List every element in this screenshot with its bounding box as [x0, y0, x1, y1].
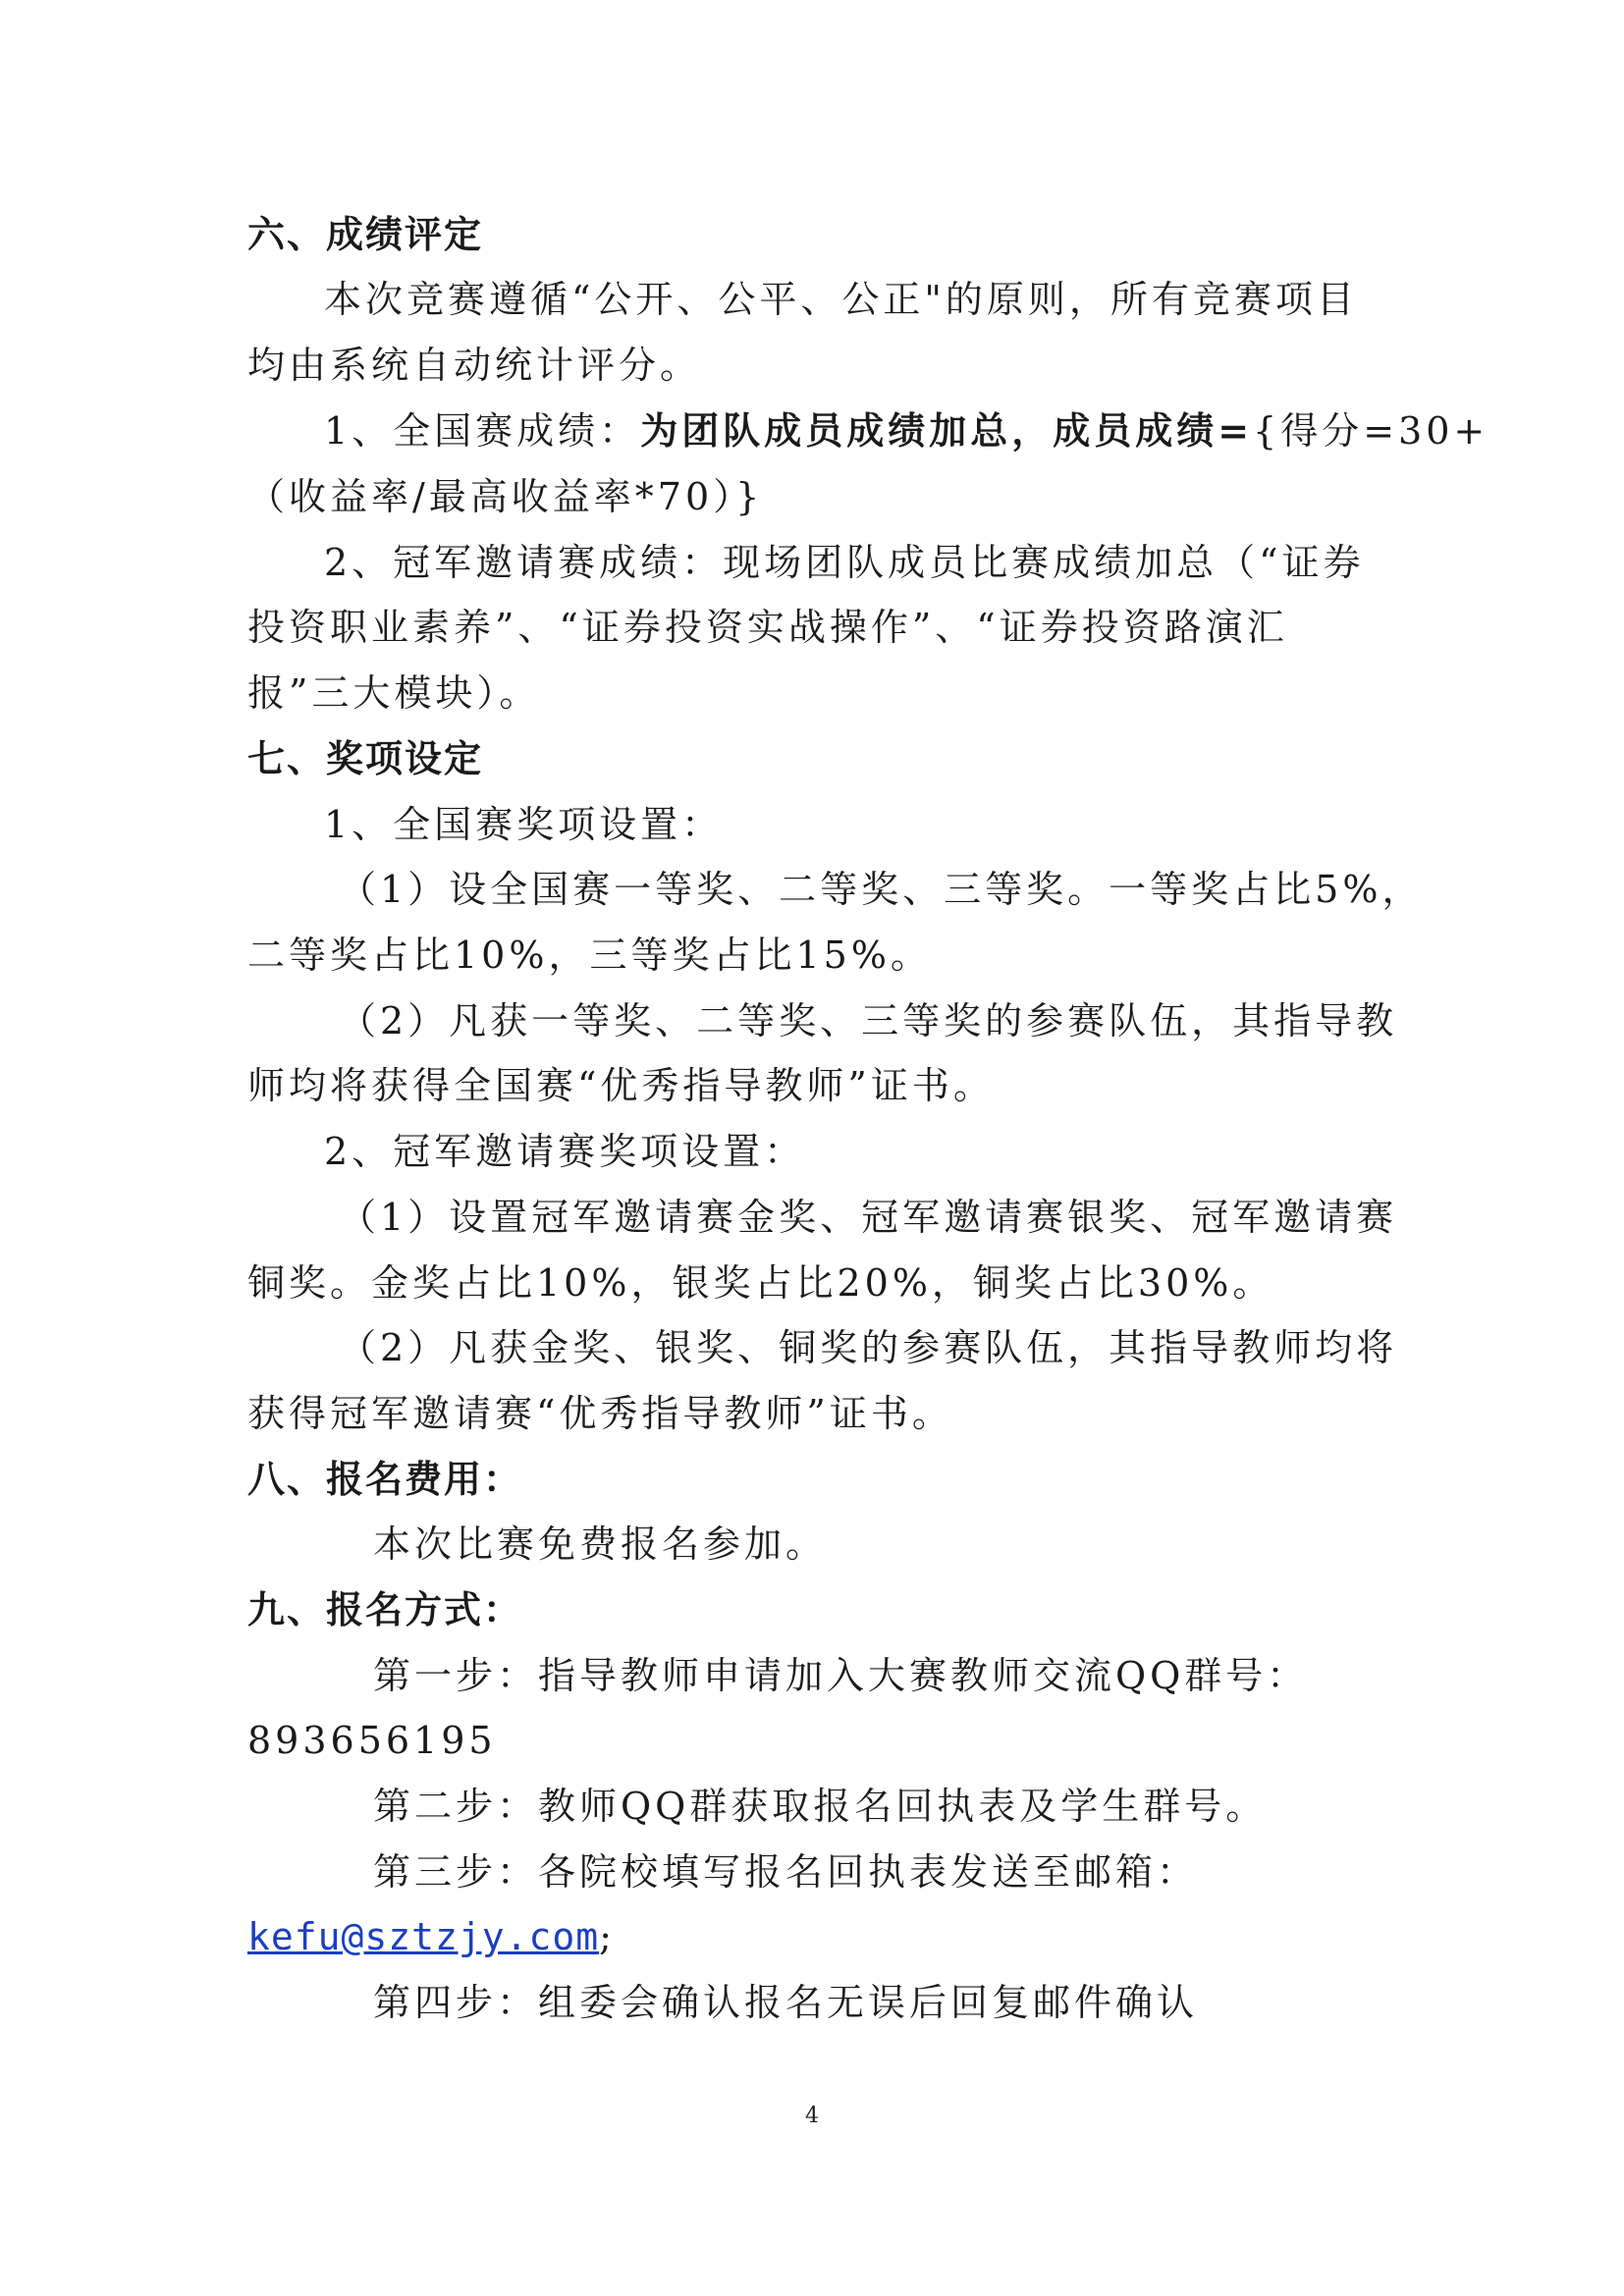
section-7-sub-1-p1-line-2: 二等奖占比10%，三等奖占比15%。: [247, 934, 932, 977]
section-7-sub-1-p2-line-1: （2）凡获一等奖、二等奖、三等奖的参赛队伍，其指导教: [339, 999, 1398, 1042]
section-6-item-2-line-3: 报”三大模块）。: [247, 671, 541, 715]
section-8-heading: 八、报名费用：: [247, 1457, 523, 1501]
section-9-step-1-line-1: 第一步：指导教师申请加入大赛教师交流QQ群号：: [373, 1654, 1309, 1697]
section-7-sub-1-title: 1、全国赛奖项设置：: [324, 803, 724, 846]
section-6-intro-line-2: 均由系统自动统计评分。: [247, 344, 702, 387]
section-7-sub-2-title: 2、冠军邀请赛奖项设置：: [324, 1130, 806, 1173]
section-7-sub-1-p1-line-1: （1）设全国赛一等奖、二等奖、三等奖。一等奖占比5%，: [339, 868, 1424, 911]
item-1-bold-text: 为团队成员成绩加总，成员成绩=: [640, 408, 1254, 453]
email-link[interactable]: kefu@sztzjy.com: [247, 1915, 600, 1958]
section-7-sub-2-p2-line-2: 获得冠军邀请赛“优秀指导教师”证书。: [247, 1392, 953, 1435]
section-6-item-2-line-2: 投资职业素养”、“证券投资实战操作”、“证券投资路演汇: [247, 606, 1288, 649]
section-9-step-2: 第二步：教师QQ群获取报名回执表及学生群号。: [373, 1785, 1268, 1828]
section-7-sub-2-p1-line-2: 铜奖。金奖占比10%，银奖占比20%，铜奖占比30%。: [247, 1261, 1274, 1305]
section-9-heading: 九、报名方式：: [247, 1587, 523, 1631]
section-9-step-3: 第三步：各院校填写报名回执表发送至邮箱：: [373, 1850, 1199, 1894]
section-6-item-2-line-1: 2、冠军邀请赛成绩：现场团队成员比赛成绩加总（“证券: [324, 541, 1365, 584]
page-number: 4: [805, 2104, 819, 2128]
section-6-heading: 六、成绩评定: [247, 212, 484, 256]
section-6-item-1-line-2: （收益率/最高收益率*70）}: [247, 475, 764, 518]
section-8-text: 本次比赛免费报名参加。: [373, 1522, 828, 1566]
item-1-prefix: 1、全国赛成绩：: [324, 409, 641, 453]
section-9-email-line: [247, 1912, 616, 1961]
section-7-sub-2-p2-line-1: （2）凡获金奖、银奖、铜奖的参赛队伍，其指导教师均将: [339, 1326, 1398, 1369]
section-9-step-4: 第四步：组委会确认报名无误后回复邮件确认: [373, 1981, 1199, 2024]
section-7-sub-1-p2-line-2: 师均将获得全国赛“优秀指导教师”证书。: [247, 1064, 995, 1107]
section-7-sub-2-p1-line-1: （1）设置冠军邀请赛金奖、冠军邀请赛银奖、冠军邀请赛: [339, 1196, 1398, 1239]
section-7-heading: 七、奖项设定: [247, 736, 484, 780]
email-suffix: ;: [599, 1915, 616, 1958]
section-9-qq-group-number: 893656195: [247, 1719, 497, 1762]
section-6-item-1: [324, 406, 1489, 455]
item-1-formula: {得分=30+: [1253, 409, 1489, 453]
section-6-intro-line-1: 本次竞赛遵循“公开、公平、公正"的原则，所有竞赛项目: [324, 278, 1358, 321]
